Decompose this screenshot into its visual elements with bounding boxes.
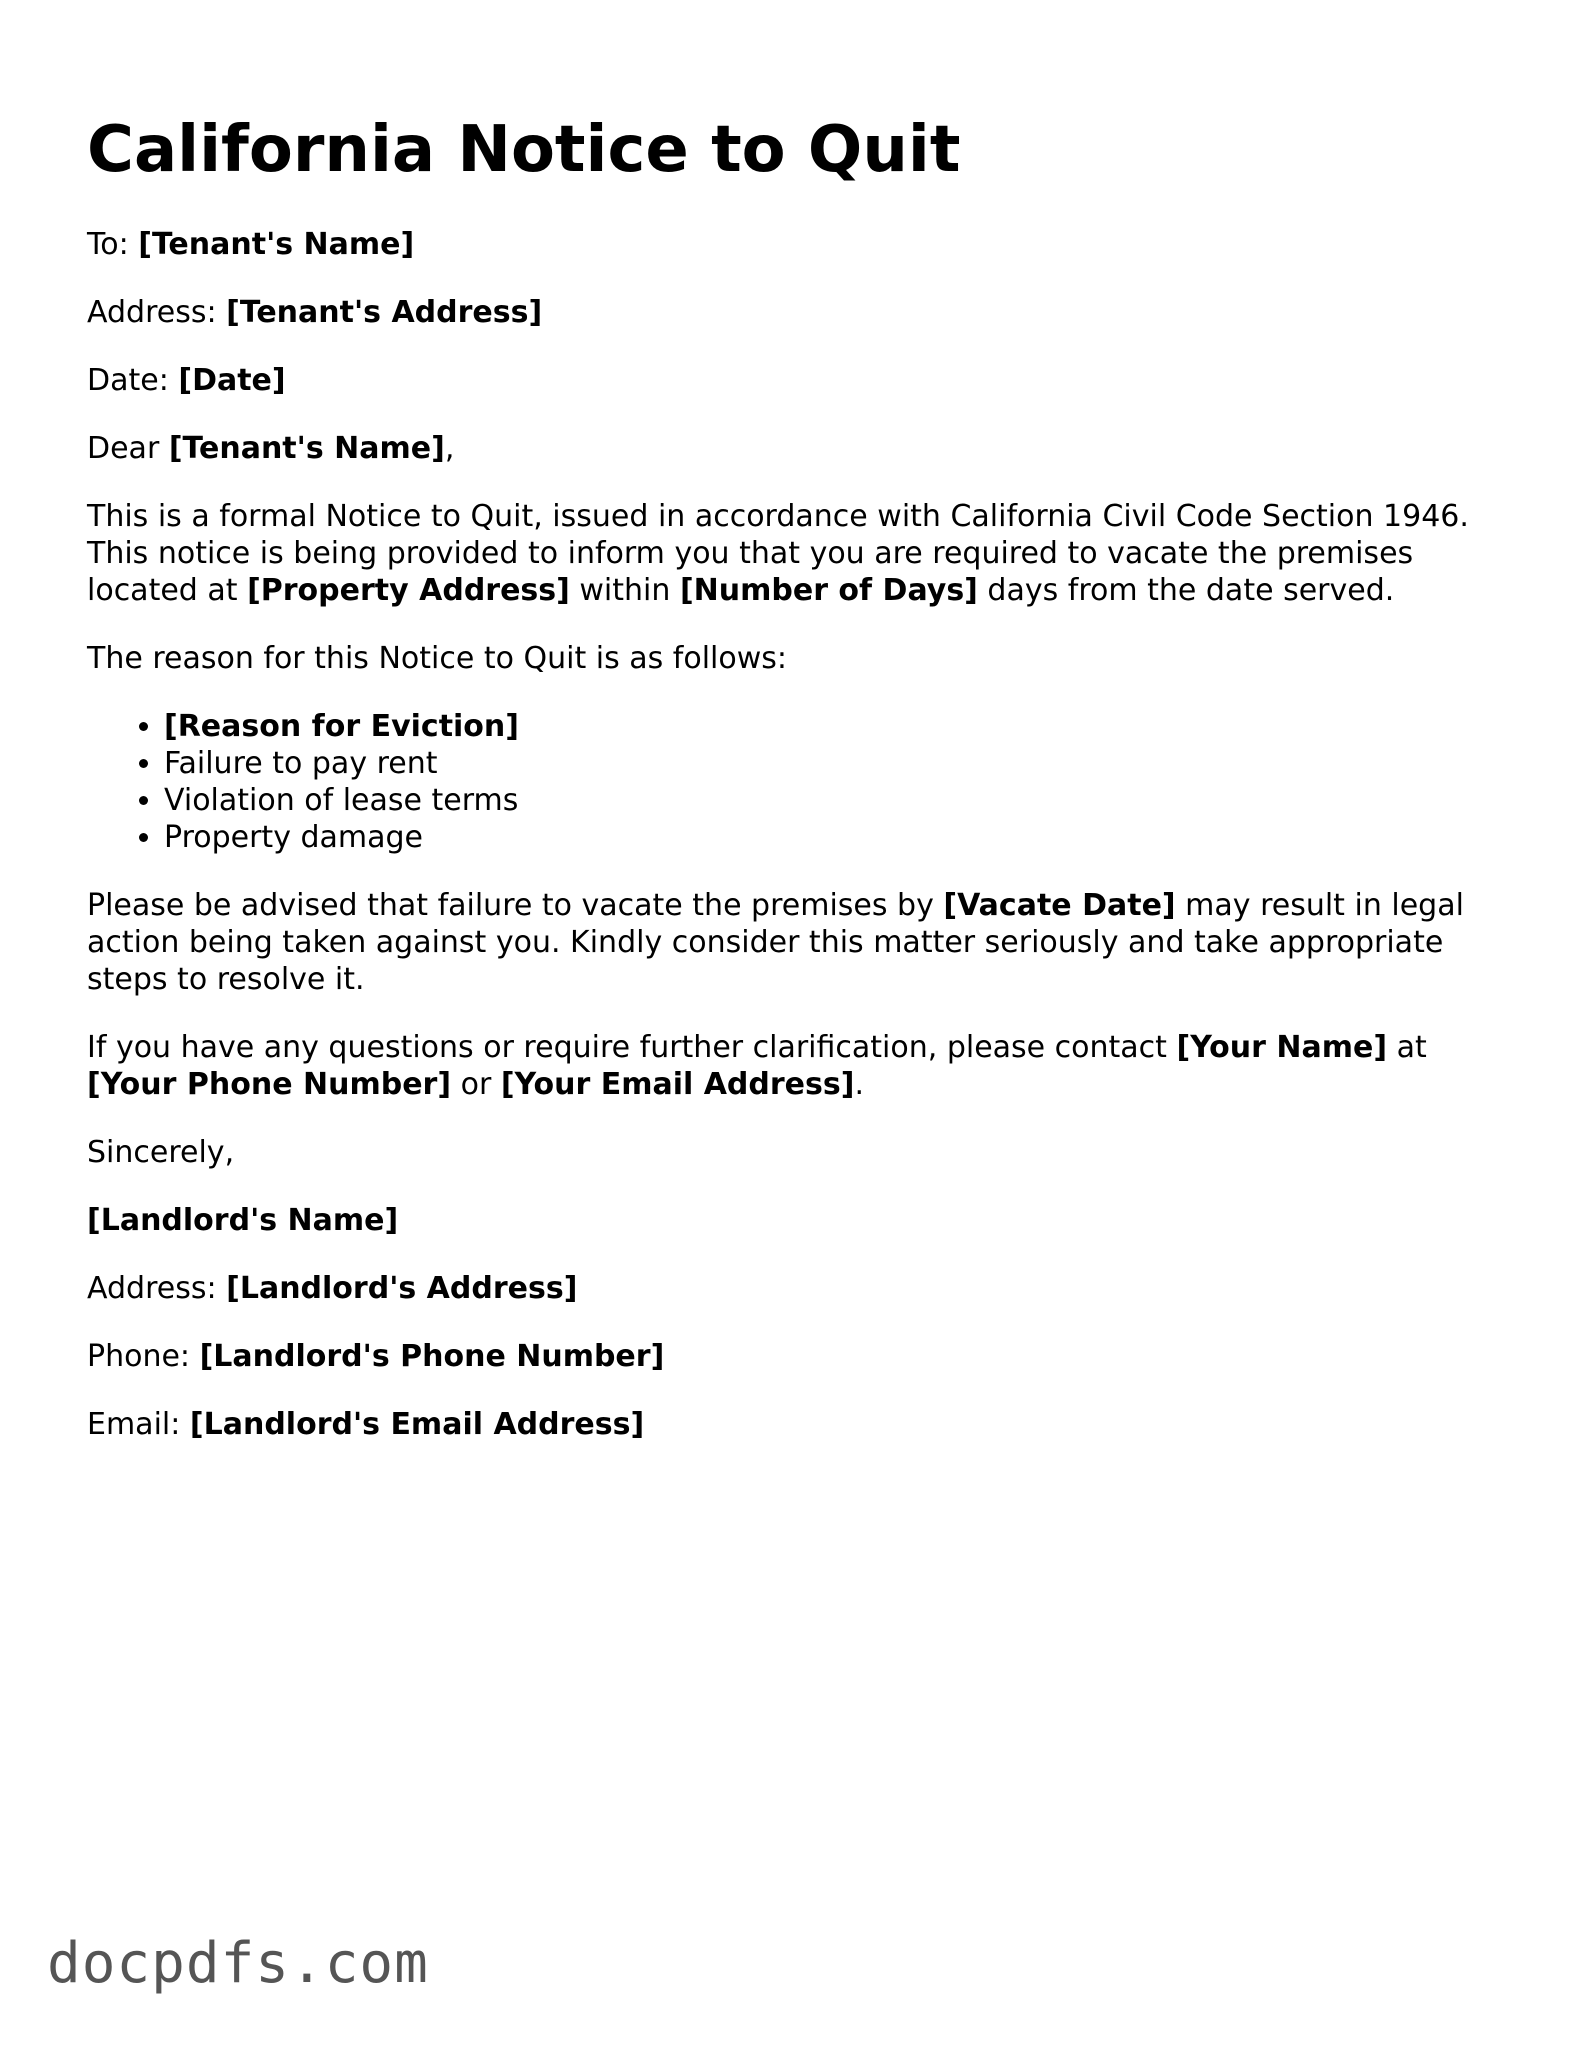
landlord-phone-value: [Landlord's Phone Number]: [199, 1339, 665, 1374]
landlord-phone-label: Phone:: [87, 1339, 200, 1374]
document-title: California Notice to Quit: [87, 113, 961, 187]
your-phone-number: [Your Phone Number]: [87, 1067, 452, 1102]
salutation-prefix: Dear: [87, 431, 169, 466]
list-item: • Violation of lease terms: [164, 782, 1507, 819]
intro-text-3: days from the date served.: [977, 573, 1395, 608]
date-value: [Date]: [178, 363, 286, 398]
landlord-address-value: [Landlord's Address]: [226, 1271, 578, 1306]
landlord-email-label: Email:: [87, 1407, 190, 1442]
document-body: [87, 226, 1507, 1474]
landlord-name-line: [87, 1202, 1507, 1239]
landlord-email-line: [87, 1406, 1507, 1443]
landlord-email-value: [Landlord's Email Address]: [189, 1407, 645, 1442]
landlord-name: [Landlord's Name]: [87, 1203, 399, 1238]
contact-text-4: .: [854, 1067, 864, 1102]
contact-text-2: at: [1387, 1030, 1427, 1065]
salutation-suffix: ,: [444, 431, 455, 466]
vacate-date: [Vacate Date]: [943, 888, 1176, 923]
your-name: [Your Name]: [1176, 1030, 1388, 1065]
landlord-address-label: Address:: [87, 1271, 227, 1306]
reason-list: [87, 708, 1507, 856]
to-label: To:: [87, 227, 139, 262]
contact-paragraph: [87, 1029, 1507, 1103]
intro-text-2: within: [569, 573, 680, 608]
number-of-days: [Number of Days]: [679, 573, 978, 608]
advisory-text-2: may result in legal action being taken against you. Kindly consider this matter seriously and take appropriate steps to resolve it.: [87, 888, 1464, 997]
property-address: [Property Address]: [247, 573, 570, 608]
date-label: Date:: [87, 363, 179, 398]
your-email-address: [Your Email Address]: [500, 1067, 855, 1102]
advisory-paragraph: [87, 887, 1507, 998]
address-label: Address:: [87, 295, 227, 330]
to-value: [Tenant's Name]: [138, 227, 415, 262]
landlord-phone-line: [87, 1338, 1507, 1375]
address-line: [87, 294, 1507, 331]
date-line: [87, 362, 1507, 399]
salutation-name: [Tenant's Name]: [168, 431, 445, 466]
contact-text-1: If you have any questions or require further clarification, please contact: [87, 1030, 1177, 1065]
closing: Sincerely,: [87, 1135, 235, 1170]
intro-paragraph: [87, 498, 1507, 609]
contact-text-3: or: [451, 1067, 501, 1102]
salutation: [87, 430, 1507, 467]
landlord-address-line: [87, 1270, 1507, 1307]
advisory-text-1: Please be advised that failure to vacate the premises by: [87, 888, 944, 923]
reason-for-eviction: [Reason for Eviction]: [164, 709, 519, 744]
list-item: • Property damage: [164, 819, 1507, 856]
to-line: [87, 226, 1507, 263]
intro-text-1: This is a formal Notice to Quit, issued in accordance with California Civil Code Section 1946. This notice is being provided to inform you that you are required to vacate the premises located at: [87, 499, 1469, 608]
reason-intro: The reason for this Notice to Quit is as follows:: [87, 641, 788, 676]
list-item: [164, 708, 1507, 745]
list-item: • Failure to pay rent: [164, 745, 1507, 782]
watermark: docpdfs.com: [47, 1931, 429, 1996]
address-value: [Tenant's Address]: [226, 295, 543, 330]
